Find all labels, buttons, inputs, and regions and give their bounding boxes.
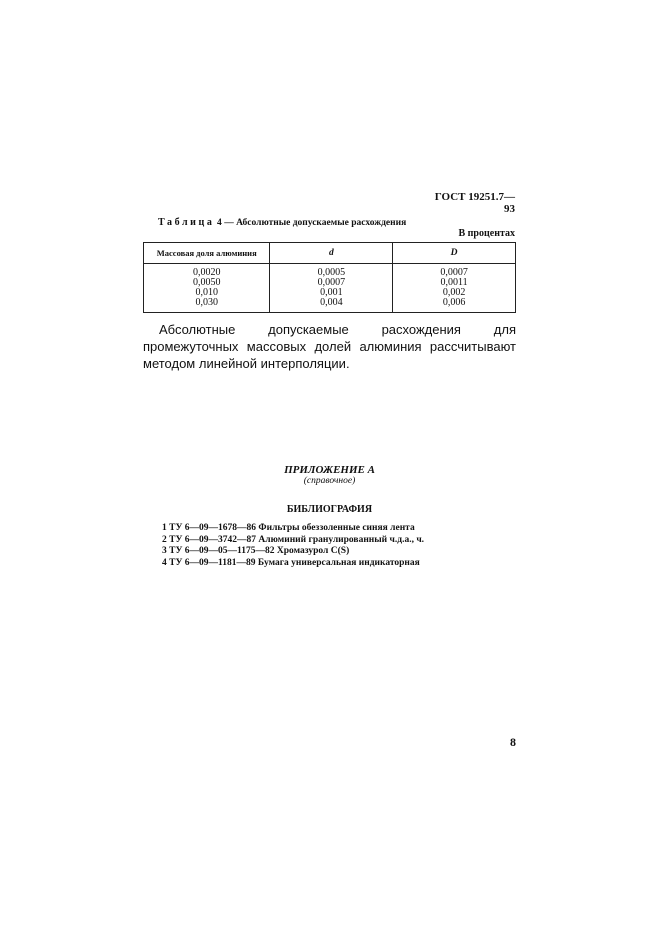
table-caption bbox=[158, 217, 406, 228]
page-number: 8 bbox=[510, 735, 516, 749]
interpolation-paragraph: Абсолютные допускаемые расхождения для промежуточных массовых долей алюминия рассчитывают методом линейной интерполяции. bbox=[143, 322, 516, 371]
bibliography-item: 2 ТУ 6—09—3742—87 Алюминий гранулированный ч.д.а., ч. bbox=[162, 534, 425, 545]
column-header-aluminium-fraction: Массовая доля алюминия bbox=[144, 243, 270, 264]
table-cell: 0,010 bbox=[195, 287, 218, 298]
column-header-D: D bbox=[393, 243, 516, 264]
table-cell: 0,0020 bbox=[192, 267, 221, 278]
column-header-d: d bbox=[270, 243, 393, 264]
column-D bbox=[393, 264, 516, 313]
bibliography-item: 3 ТУ 6—09—05—1175—82 Хромазурол С(S) bbox=[162, 546, 350, 556]
table-cell: 0,0011 bbox=[440, 277, 468, 288]
deviation-table bbox=[143, 242, 516, 313]
bibliography-item: 1 ТУ 6—09—1678—86 Фильтры обеззоленные синяя лента bbox=[162, 523, 415, 533]
table-units: В процентах bbox=[458, 228, 515, 239]
column-d bbox=[270, 264, 393, 313]
table-caption-label: Таблица bbox=[158, 217, 215, 228]
table-body-row bbox=[144, 264, 516, 313]
column-aluminium-fraction bbox=[144, 264, 270, 313]
table-caption-number: 4 bbox=[217, 218, 222, 228]
standard-code: ГОСТ 19251.7—93 bbox=[434, 191, 515, 215]
table-cell: 0,002 bbox=[442, 287, 466, 298]
table-header-row bbox=[144, 243, 516, 264]
table-cell: 0,0007 bbox=[317, 277, 346, 288]
bibliography-item: 4 ТУ 6—09—1181—89 Бумага универсальная индикаторная bbox=[162, 557, 420, 568]
appendix-title: ПРИЛОЖЕНИЕ А bbox=[284, 464, 375, 476]
table-caption-title: — Абсолютные допускаемые расхождения bbox=[224, 218, 407, 228]
table-cell: 0,004 bbox=[320, 297, 343, 308]
bibliography-title: БИБЛИОГРАФИЯ bbox=[286, 504, 373, 515]
table-cell: 0,0050 bbox=[192, 277, 221, 288]
table-cell: 0,030 bbox=[195, 297, 218, 308]
table-cell: 0,0007 bbox=[440, 267, 468, 278]
appendix-note: (справочное) bbox=[303, 476, 356, 486]
bibliography-list bbox=[162, 523, 424, 569]
table-cell: 0,006 bbox=[442, 297, 466, 308]
table-cell: 0,0005 bbox=[317, 267, 346, 278]
table-cell: 0,001 bbox=[320, 287, 343, 298]
